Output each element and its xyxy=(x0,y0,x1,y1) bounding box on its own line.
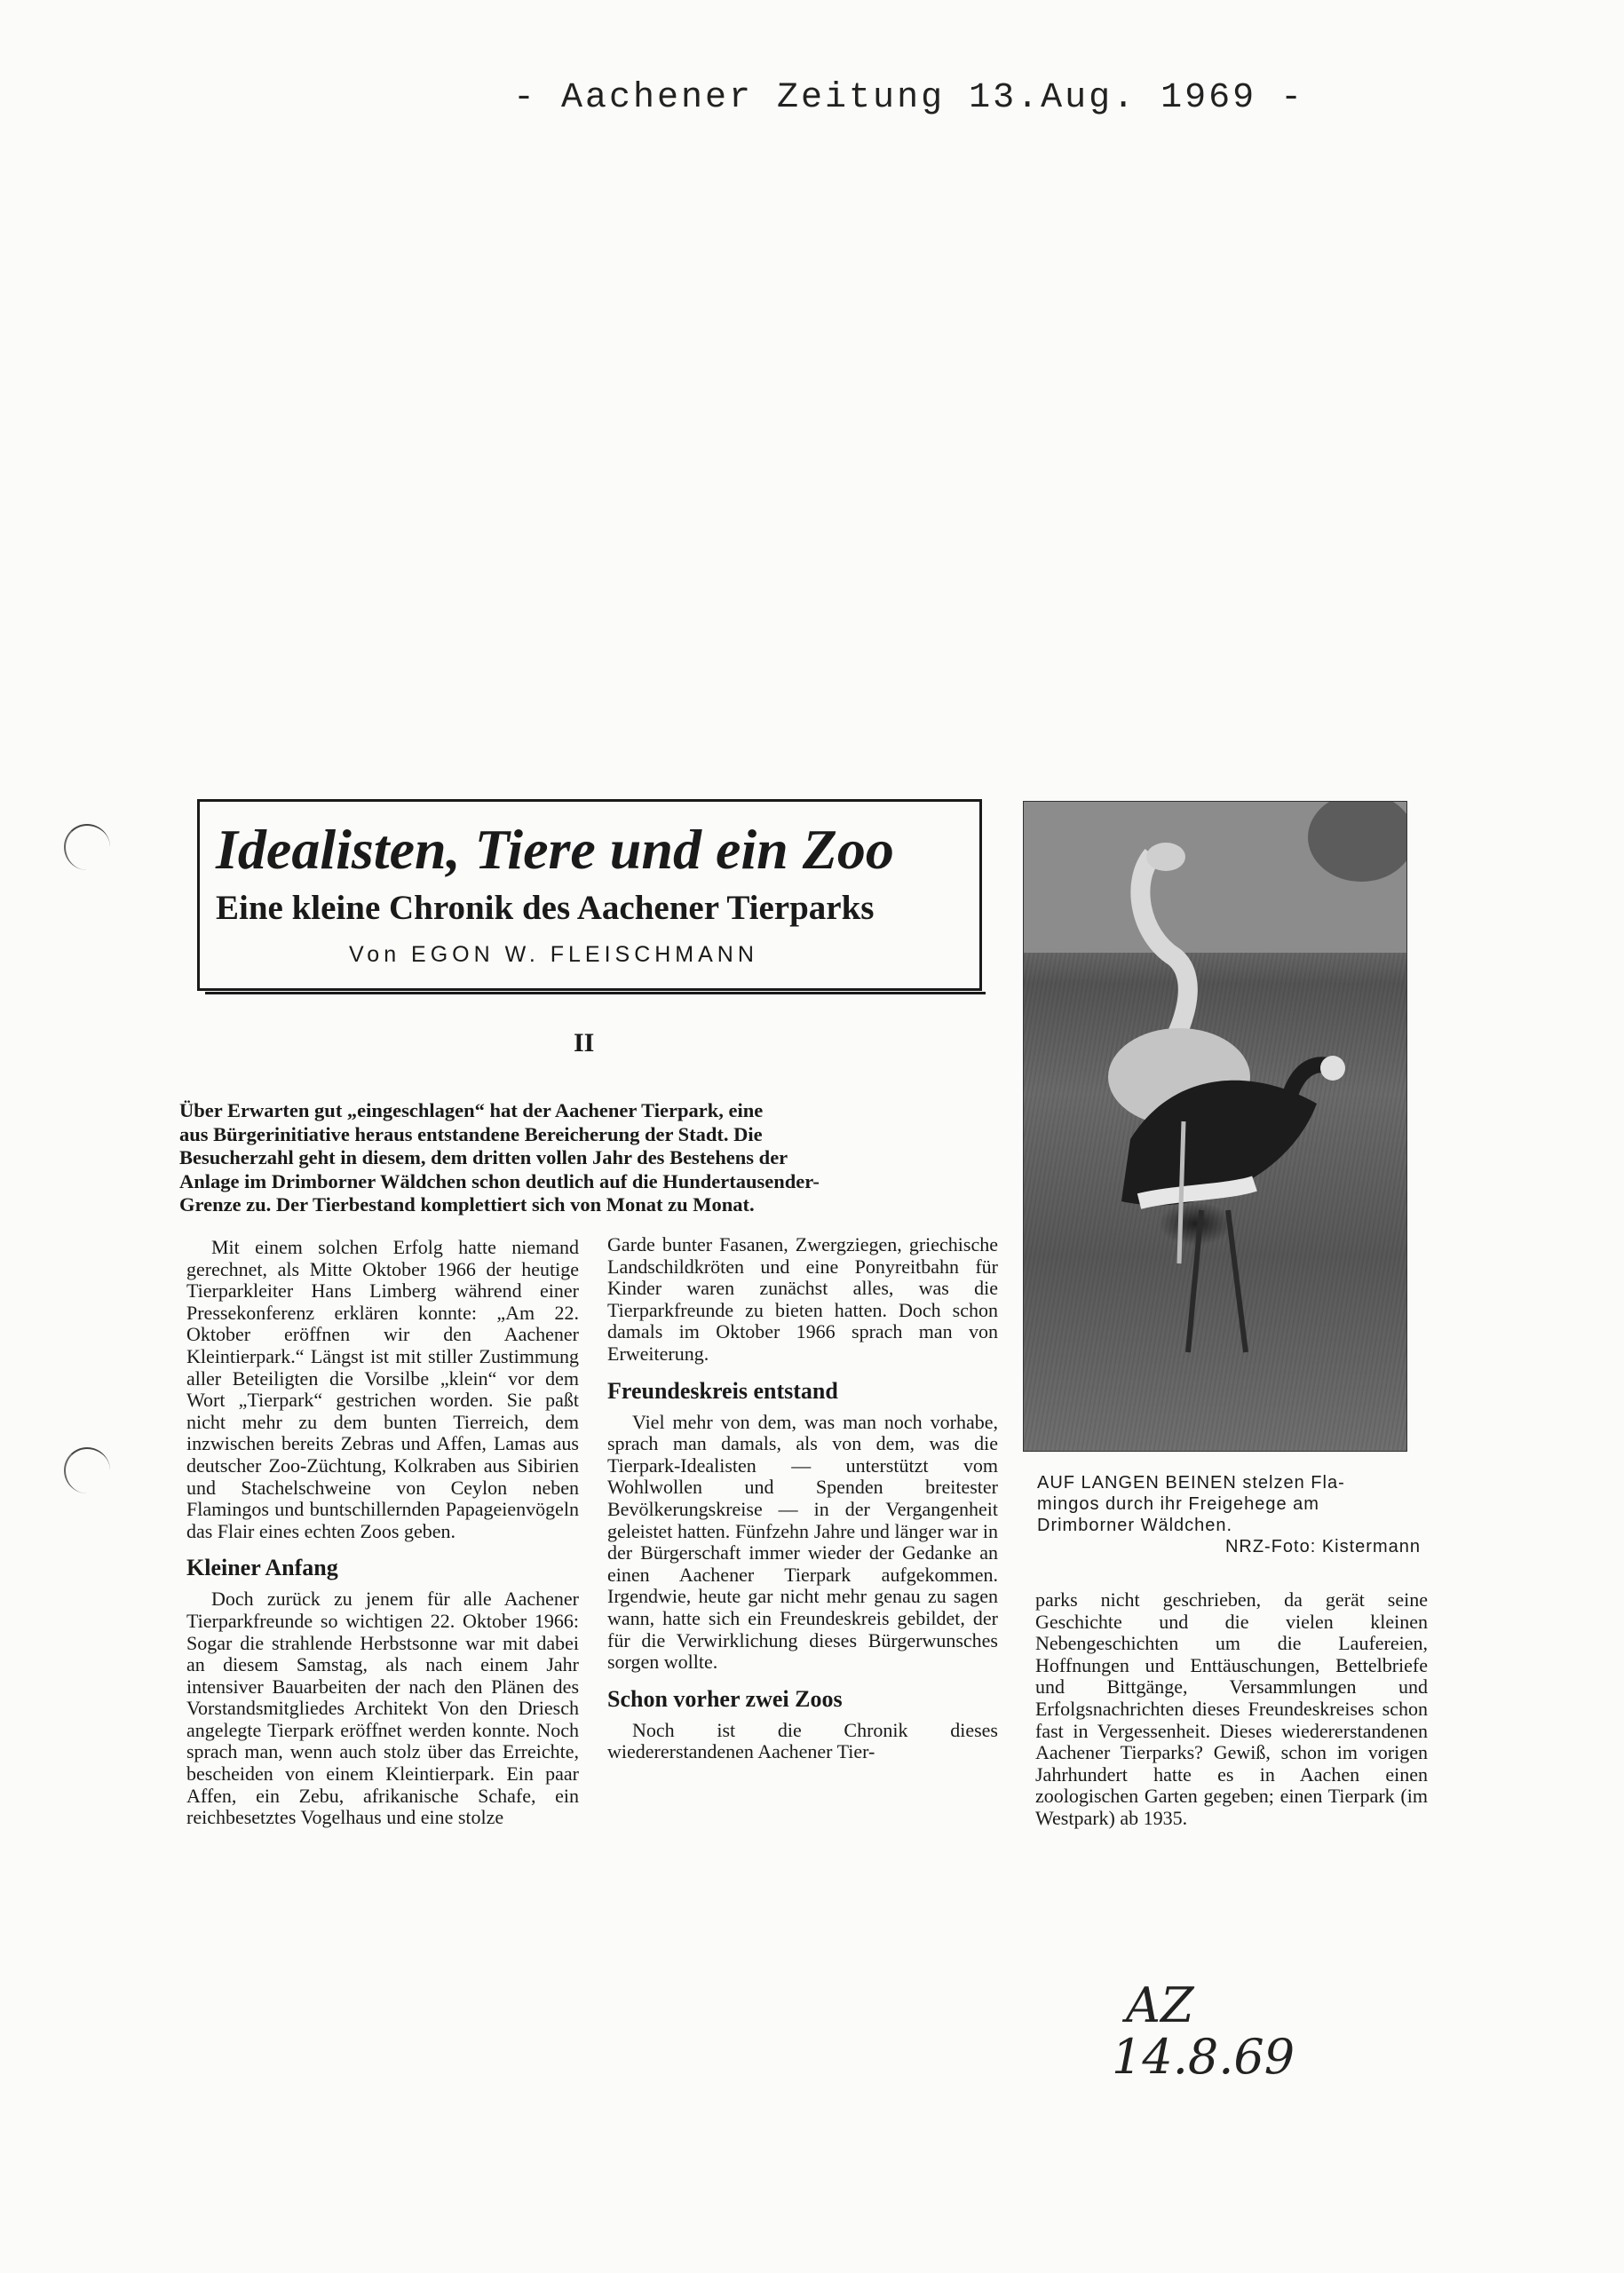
lead-line: aus Bürgerinitiative heraus entstandene Bereicherung der Stadt. Die xyxy=(179,1122,763,1145)
lead-line: Besucherzahl geht in diesem, dem dritten vollen Jahr des Bestehens der xyxy=(179,1146,788,1168)
lead-line: Über Erwarten gut „eingeschlagen“ hat der Aachener Tierpark, eine xyxy=(179,1099,764,1121)
caption-line: Drimborner Wäldchen. xyxy=(1037,1516,1233,1535)
subheading: Kleiner Anfang xyxy=(186,1555,338,1581)
lead-paragraph xyxy=(179,1099,994,1217)
lead-line: Anlage im Drimborner Wäldchen schon deutlich auf die Hundertausender- xyxy=(179,1169,820,1192)
caption-line: mingos durch ihr Freigehege am xyxy=(1037,1494,1319,1514)
photo-credit: NRZ-Foto: Kistermann xyxy=(1224,1537,1421,1556)
section-number: II xyxy=(574,1028,595,1057)
paragraph: Viel mehr von dem, was man noch vorhabe, sprach man damals, als von dem, was die Tierpark-Idealisten — unterstützt vom Wohlwollen und Spenden breitester Bevölkerungskreise — in der Vergangenheit geleistet hatten. Fünfzehn Jahre und länger war in der Bürgerschaft immer wieder der Gedanke an einen Aachener Tierpark aufgekommen. Irgendwie, heute gar nicht mehr genau zu sagen wann, hatte sich ein Freundeskreis gebildet, der für die Verwirklichung dieses Bürgerwunsches sorgen wollte. xyxy=(607,1410,998,1674)
paragraph: Noch ist die Chronik dieses wiedererstandenen Aachener Tier- xyxy=(607,1718,998,1763)
article-column-2 xyxy=(607,1234,998,1763)
lead-line: Grenze zu. Der Tierbestand komplettiert sich von Monat zu Monat. xyxy=(179,1193,755,1216)
subheading: Freundeskreis entstand xyxy=(607,1377,838,1404)
headline-box xyxy=(197,799,982,991)
handwritten-note-line2: 14.8.69 xyxy=(1112,2029,1295,2085)
paragraph: Garde bunter Fasanen, Zwergziegen, griechische Landschildkröten und eine Ponyreitbahn für Kinder waren zunächst alles, was die Tierparkfreunde zu bieten hatten. Doch schon damals im Oktober 1966 sprach man von Erweiterung. xyxy=(607,1233,998,1365)
caption-line: AUF LANGEN BEINEN stelzen Fla- xyxy=(1037,1473,1345,1493)
paragraph: Doch zurück zu jenem für alle Aachener Tierparkfreunde so wichtigen 22. Oktober 1966: Sogar die strahlende Herbstsonne war mit dabei an diesem Samstag, als nach einem Jahr intensiver Bauarbeiten der nach den Plänen des Vorstandsmitgliedes Architekt Von den Driesch angelegte Tierpark eröffnet werden konnte. Noch sprach man, wenn auch stolz über das Erreichte, bescheiden von einem Kleintierpark. Ein paar Affen, ein Zebu, afrikanische Schafe, ein reichbesetztes Vogelhaus und eine stolze xyxy=(186,1588,579,1829)
subheading: Schon vorher zwei Zoos xyxy=(607,1685,843,1712)
article-column-1 xyxy=(186,1237,579,1829)
article-byline: Von EGON W. FLEISCHMANN xyxy=(349,942,758,967)
article-subtitle: Eine kleine Chronik des Aachener Tierparks xyxy=(216,889,875,927)
photo-caption xyxy=(1037,1472,1428,1557)
punch-hole-top xyxy=(64,824,110,870)
article-column-3 xyxy=(1035,1589,1428,1830)
punch-hole-bottom xyxy=(64,1447,110,1493)
paragraph: Mit einem solchen Erfolg hatte niemand gerechnet, als Mitte Oktober 1966 der heutige Tierparkleiter Hans Limberg während einer Pressekonferenz erklären konnte: „Am 22. Oktober eröffnen wir den Aachener Kleintierpark.“ Längst ist mit stiller Zustimmung aller Beteiligten die Vorsilbe „klein“ vor dem Wort „Tierpark“ gestrichen worden. Sie paßt nicht mehr zu dem bunten Tierreich, dem inzwischen bereits Zebras und Affen, Lamas aus deutscher Zoo-Züchtung, Kolkraben aus Sibirien und Stachelschweine von Ceylon neben Flamingos und buntschillernden Papageienvögeln das Flair eines echten Zoos geben. xyxy=(186,1236,579,1542)
typed-header: - Aachener Zeitung 13.Aug. 1969 - xyxy=(513,78,1305,118)
article-title: Idealisten, Tiere und ein Zoo xyxy=(216,818,894,881)
flamingo-photo xyxy=(1023,801,1407,1452)
handwritten-note-line1: AZ xyxy=(1126,1977,1194,2033)
flamingo-illustration xyxy=(1024,802,1407,1452)
paragraph: parks nicht geschrieben, da gerät seine Geschichte und die vielen kleinen Nebengeschichten um die Laufereien, Hoffnungen und Enttäuschungen, Bettelbriefe und Bittgänge, Versammlungen und Erfolgsnachrichten dieses Freundeskreises schon fast in Vergessenheit. Dieses wiedererstandenen Aachener Tierparks? Gewiß, schon im vorigen Jahrhundert hatte es in Aachen einen zoologischen Garten gegeben; einen Tierpark (im Westpark) ab 1935. xyxy=(1035,1588,1428,1829)
